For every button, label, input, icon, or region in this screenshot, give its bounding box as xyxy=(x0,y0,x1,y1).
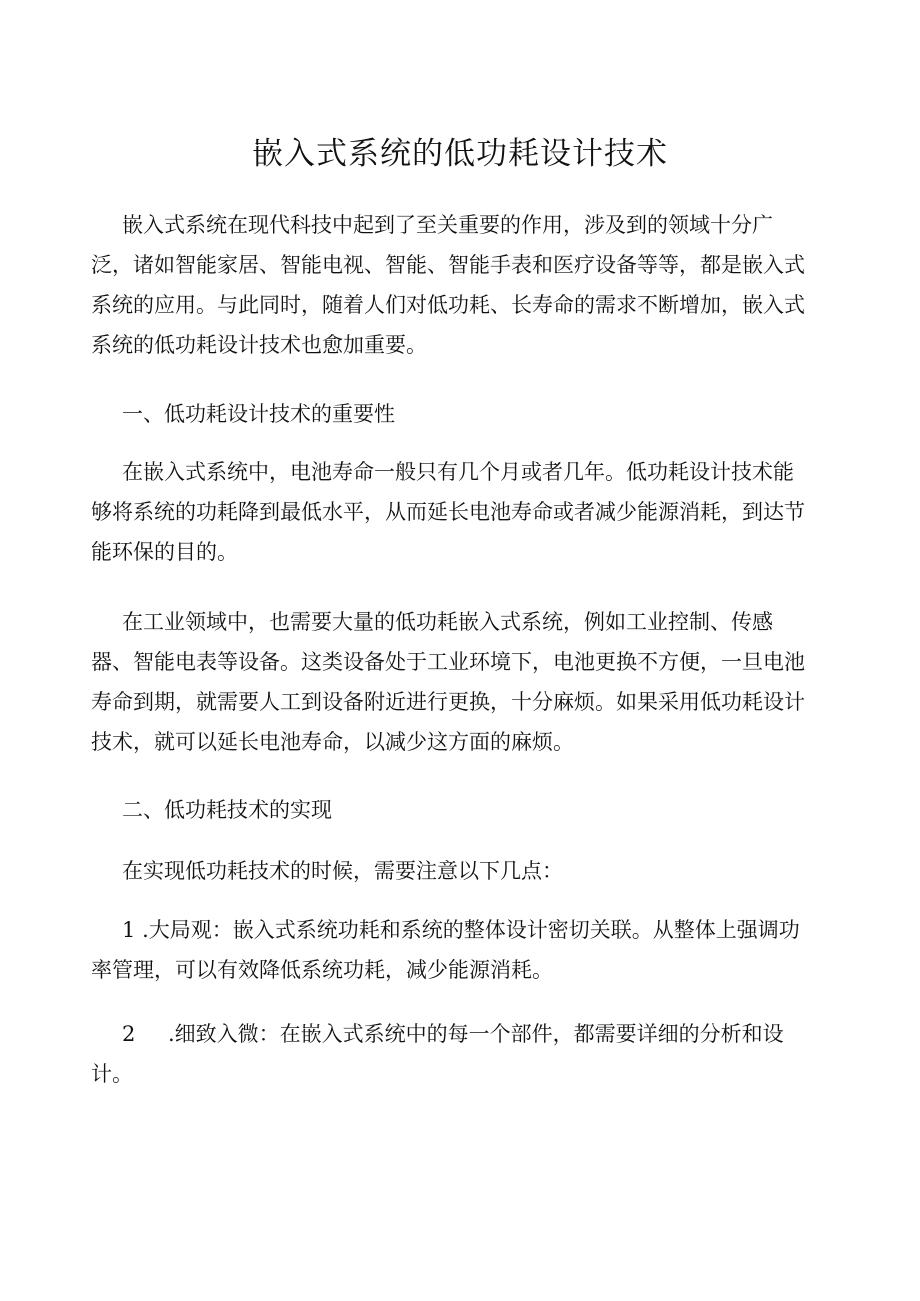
text-line: 泛，诸如智能家居、智能电视、智能、智能手表和医疗设备等等，都是嵌入式 xyxy=(91,253,805,277)
section1-paragraph-2 xyxy=(91,602,831,762)
text-line: 寿命到期，就需要人工到设备附近进行更换，十分麻烦。如果采用低功耗设计 xyxy=(91,690,805,714)
section-heading-text: 一、低功耗设计技术的重要性 xyxy=(122,402,395,426)
list-item-text: .细致入微：在嵌入式系统中的每一个部件，都需要详细的分析和设 xyxy=(168,1022,784,1046)
text-line xyxy=(91,910,831,950)
section-heading-1 xyxy=(91,394,831,434)
list-item-1 xyxy=(91,910,831,990)
section-heading-2 xyxy=(91,790,831,830)
text-line: 嵌入式系统在现代科技中起到了至关重要的作用，涉及到的领域十分广 xyxy=(122,213,773,237)
text-line: 够将系统的功耗降到最低水平，从而延长电池寿命或者减少能源消耗，到达节 xyxy=(91,500,805,524)
text-line: 系统的应用。与此同时，随着人们对低功耗、长寿命的需求不断增加，嵌入式 xyxy=(91,293,805,317)
text-line: 技术，就可以延长电池寿命，以减少这方面的麻烦。 xyxy=(91,730,574,754)
text-line: 率管理，可以有效降低系统功耗，减少能源消耗。 xyxy=(91,958,553,982)
section2-lead xyxy=(91,851,831,891)
list-item-number: 1 xyxy=(122,918,136,942)
text-line: 计。 xyxy=(91,1062,133,1086)
section-heading-text: 二、低功耗技术的实现 xyxy=(122,798,332,822)
text-line: 能环保的目的。 xyxy=(91,540,238,564)
list-item-number: 2 xyxy=(122,1022,136,1046)
intro-paragraph xyxy=(91,205,831,365)
section1-paragraph-1 xyxy=(91,452,831,572)
text-line: 在实现低功耗技术的时候，需要注意以下几点： xyxy=(122,859,563,883)
list-item-text: .大局观：嵌入式系统功耗和系统的整体设计密切关联。从整体上强调功 xyxy=(142,918,800,942)
page-title: 嵌入式系统的低功耗设计技术 xyxy=(252,136,668,172)
text-line: 器、智能电表等设备。这类设备处于工业环境下，电池更换不方便，一旦电池 xyxy=(91,650,805,674)
text-line xyxy=(91,1014,831,1054)
text-line: 在嵌入式系统中，电池寿命一般只有几个月或者几年。低功耗设计技术能 xyxy=(122,460,794,484)
text-line: 在工业领域中，也需要大量的低功耗嵌入式系统，例如工业控制、传感 xyxy=(122,610,773,634)
list-item-2 xyxy=(91,1014,831,1094)
text-line: 系统的低功耗设计技术也愈加重要。 xyxy=(91,333,427,357)
